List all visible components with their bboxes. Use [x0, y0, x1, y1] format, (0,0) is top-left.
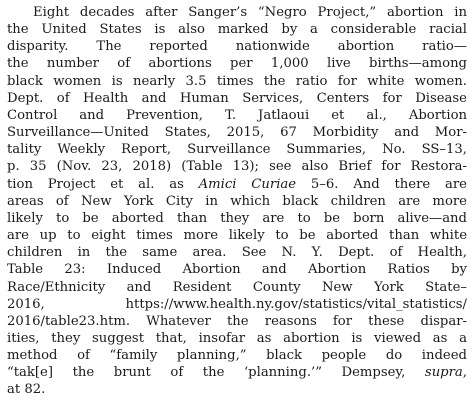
text-line — [7, 261, 467, 278]
text-line — [7, 21, 467, 38]
text-segment: 2016/table23.htm. Whatever the reasons for these dispar- — [7, 313, 467, 329]
text-line — [7, 227, 467, 244]
body-paragraph — [7, 4, 467, 399]
text-line — [7, 364, 467, 381]
text-line — [7, 4, 467, 21]
text-line — [7, 90, 467, 107]
text-segment: , — [462, 365, 467, 381]
text-segment: the number of abortions per 1,000 live births—among — [7, 56, 467, 72]
text-segment: disparity. The reported nationwide abortion ratio— — [7, 39, 467, 55]
text-segment: tion Project et al. as — [7, 176, 199, 192]
text-line — [7, 124, 467, 141]
text-segment: “tak[e] the brunt of the ‘planning.’” Dempsey, — [7, 365, 425, 381]
text-segment: tality Weekly Report, Surveillance Summaries, No. SS–13, — [7, 142, 467, 158]
text-segment: Table 23: Induced Abortion and Abortion Ratios by — [7, 262, 467, 278]
text-line — [7, 73, 467, 90]
text-segment: 5–6. And there are — [296, 176, 467, 192]
text-line — [7, 313, 467, 330]
text-segment: Dept. of Health and Human Services, Centers for Disease — [7, 90, 467, 106]
text-line — [7, 381, 467, 398]
text-segment: areas of New York City in which black children are more — [7, 193, 467, 209]
text-line — [7, 141, 467, 158]
text-line — [7, 55, 467, 72]
text-segment: method of “family planning,” black people do indeed — [7, 348, 467, 364]
text-line — [7, 158, 467, 175]
text-segment: p. 35 (Nov. 23, 2018) (Table 13); see also Brief for Restora- — [7, 159, 467, 175]
italic-text-segment: supra — [424, 365, 463, 381]
text-line — [7, 38, 467, 55]
text-segment: Eight decades after Sanger’s “Negro Project,” abortion in — [33, 5, 467, 20]
text-line — [7, 176, 467, 193]
text-line — [7, 347, 467, 364]
text-segment: Surveillance—United States, 2015, 67 Morbidity and Mor- — [7, 125, 467, 141]
text-line — [7, 279, 467, 296]
text-segment: Race/Ethnicity and Resident County New York State– — [7, 279, 467, 295]
text-line — [7, 210, 467, 227]
text-segment: at 82. — [7, 382, 46, 398]
text-line — [7, 244, 467, 261]
text-line — [7, 296, 467, 313]
text-line — [7, 107, 467, 124]
text-segment: children in the same area. See N. Y. Dept. of Health, — [7, 245, 467, 261]
text-line — [7, 330, 467, 347]
text-line — [7, 193, 467, 210]
text-segment: black women is nearly 3.5 times the ratio for white women. — [7, 73, 467, 89]
text-segment: 2016, https://www.health.ny.gov/statistics/vital_statistics/ — [7, 296, 467, 312]
text-segment: are up to eight times more likely to be aborted than white — [7, 228, 467, 244]
text-segment: Control and Prevention, T. Jatlaoui et al., Abortion — [7, 107, 467, 123]
text-segment: ities, they suggest that, insofar as abortion is viewed as a — [7, 330, 467, 346]
text-segment: likely to be aborted than they are to be born alive—and — [7, 210, 467, 226]
italic-text-segment: Amici Curiae — [198, 176, 297, 192]
text-segment: the United States is also marked by a considerable racial — [7, 22, 467, 38]
